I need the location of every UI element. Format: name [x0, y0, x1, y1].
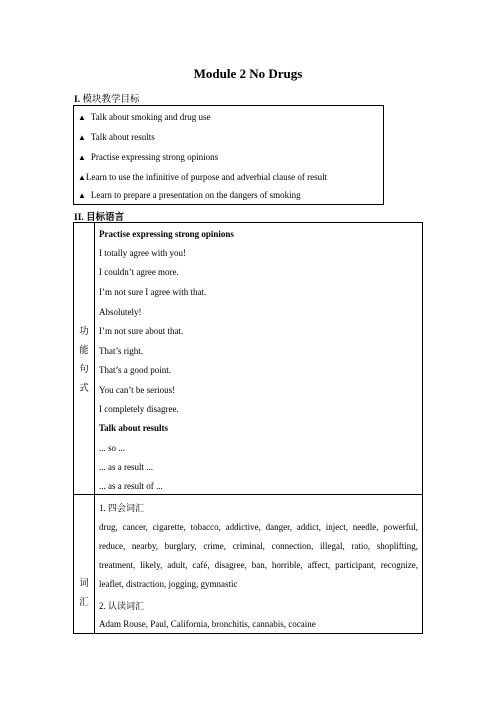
section-heading-objectives: [74, 91, 139, 105]
vocabulary-word-list: drug, cancer, cigarette, tobacco, addictive, danger, addict, inject, needle, powerful, reduce, nearby, burglary, crime, criminal, connection, illegal, ratio, shoplifting, treatment, likely, adult, café, disagree, ban, horrible, affect, participant, recognize, leaflet, distraction, jogging, gymnastic: [99, 522, 418, 589]
function-sentence: I totally agree with you!: [99, 248, 186, 258]
functions-row-label: 功 能 句 式: [79, 327, 89, 394]
objective-item: [78, 172, 327, 182]
function-sentence: That’s right.: [99, 346, 143, 356]
vocabulary-subheading: 1. 四会词汇: [99, 503, 145, 513]
target-language-table: [73, 222, 423, 634]
objective-text: Talk about results: [90, 132, 155, 142]
function-sentence: That’s a good point.: [99, 365, 171, 375]
function-sentence: I completely disagree.: [99, 404, 179, 414]
vocabulary-word-list: Adam Rouse, Paul, California, bronchitis, cannabis, cocaine: [99, 619, 316, 629]
triangle-bullet-icon: ▲: [78, 173, 86, 182]
section-number: II.: [74, 213, 84, 223]
function-sentence: I’m not sure I agree with that.: [99, 287, 207, 297]
objective-text: Talk about smoking and drug use: [90, 112, 211, 122]
column-divider: [94, 223, 95, 633]
section-heading-target-language: [74, 209, 124, 223]
objective-item: [78, 112, 211, 122]
objective-text: Learn to use the infinitive of purpose and adverbial clause of result: [85, 172, 328, 182]
page-title: Module 2 No Drugs: [193, 66, 303, 81]
function-sentence: Absolutely!: [99, 307, 142, 317]
triangle-bullet-icon: ▲: [78, 133, 86, 142]
functions-heading: Practise expressing strong opinions: [99, 229, 234, 239]
triangle-bullet-icon: ▲: [78, 113, 86, 122]
section-number: I.: [74, 95, 81, 105]
function-sentence: ... so ...: [99, 443, 126, 453]
triangle-bullet-icon: ▲: [78, 153, 86, 162]
objective-item: [78, 152, 218, 162]
objective-item: [78, 190, 301, 200]
vocabulary-row-label: 词 汇: [79, 579, 89, 608]
triangle-bullet-icon: ▲: [78, 191, 86, 200]
function-sentence: ... as a result of ...: [99, 481, 163, 491]
function-sentence: You can’t be serious!: [99, 385, 176, 395]
objective-text: Practise expressing strong opinions: [90, 152, 219, 162]
vocabulary-subheading: 2. 认读词汇: [99, 601, 145, 611]
row-divider: [74, 494, 422, 495]
objectives-box: [73, 105, 384, 205]
function-sentence: I’m not sure about that.: [99, 326, 184, 336]
section-heading-text: 模块教学目标: [82, 95, 140, 105]
section-heading-text: 目标语言: [86, 213, 125, 223]
objective-item: [78, 132, 155, 142]
function-sentence: ... as a result ...: [99, 462, 153, 472]
functions-heading: Talk about results: [99, 423, 169, 433]
objective-text: Learn to prepare a presentation on the dangers of smoking: [90, 190, 301, 200]
function-sentence: I couldn’t agree more.: [99, 267, 179, 277]
